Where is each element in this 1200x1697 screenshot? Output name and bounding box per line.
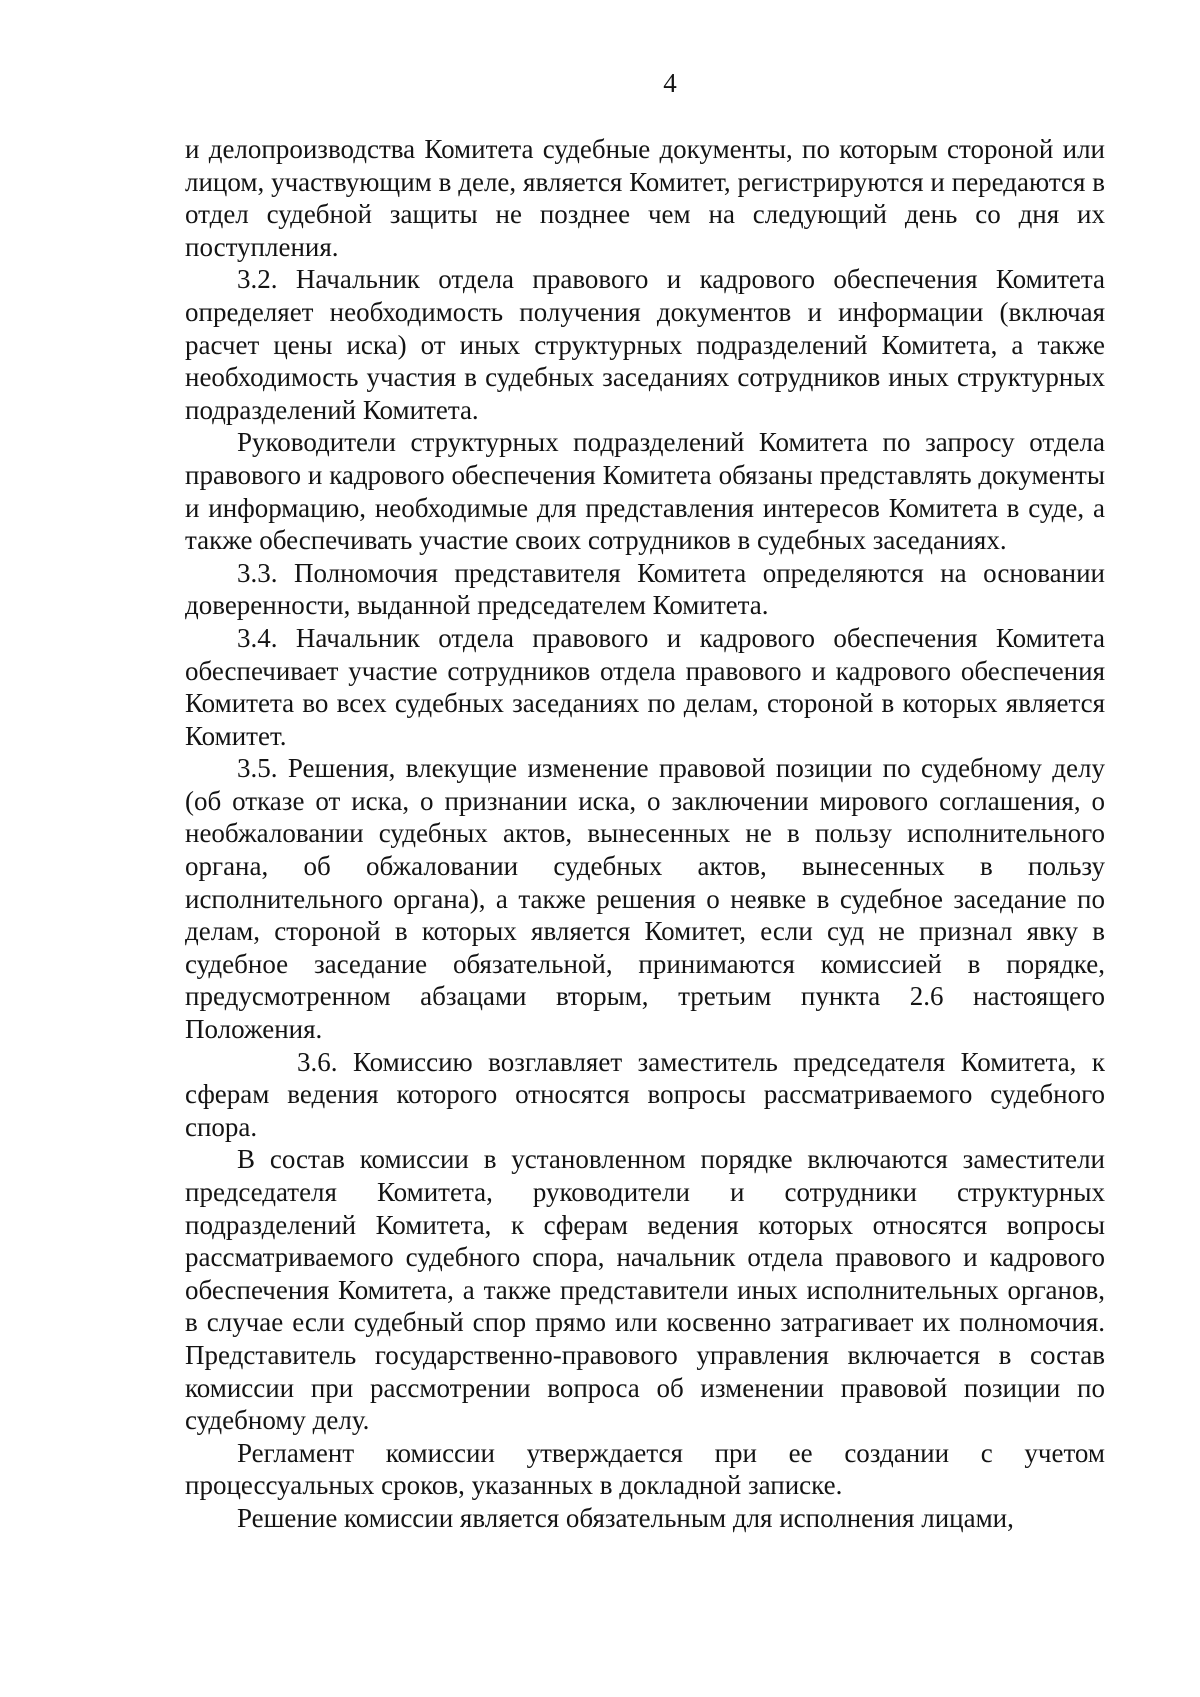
document-body xyxy=(185,133,1105,1535)
paragraph-commission-decision: Решение комиссии является обязательным для исполнения лицами, xyxy=(237,1502,1014,1533)
paragraph-3-6: 3.6. Комиссию возглавляет заместитель председателя Комитета, к сферам ведения которого относятся вопросы рассматриваемого судебного спора. xyxy=(185,1046,1105,1142)
paragraph-3-4: 3.4. Начальник отдела правового и кадрового обеспечения Комитета обеспечивает участие сотрудников отдела правового и кадрового обеспечения Комитета во всех судебных заседаниях по делам, стороной в которых является Комитет. xyxy=(185,622,1105,751)
paragraph-3-5: 3.5. Решения, влекущие изменение правовой позиции по судебному делу (об отказе от иска, о признании иска, о заключении мирового соглашения, о необжаловании судебных актов, вынесенных не в пользу исполнительного органа, об обжаловании судебных актов, вынесенных в пользу исполнительного органа), а также решения о неявке в судебное заседание по делам, стороной в которых является Комитет, если суд не признал явку в судебное заседание обязательной, принимаются комиссией в порядке, предусмотренном абзацами вторым, третьим пункта 2.6 настоящего Положения. xyxy=(185,753,1105,1045)
paragraph-continuation: и делопроизводства Комитета судебные документы, по которым стороной или лицом, участвующим в деле, является Комитет, регистрируются и передаются в отдел судебной защиты не позднее чем на следующий день со дня их поступления. xyxy=(185,134,1105,262)
paragraph-commission-members: В состав комиссии в установленном порядке включаются заместители председателя Комитета, руководители и сотрудники структурных подразделений Комитета, к сферам ведения которых относятся вопросы рассматриваемого судебного спора, начальник отдела правового и кадрового обеспечения Комитета, а также представители иных исполнительных органов, в случае если судебный спор прямо или косвенно затрагивает их полномочия. Представитель государственно-правового управления включается в состав комиссии при рассмотрении вопроса об изменении правовой позиции по судебному делу. xyxy=(185,1144,1105,1436)
paragraph-3-3: 3.3. Полномочия представителя Комитета определяются на основании доверенности, выданной председателем Комитета. xyxy=(185,557,1105,621)
page-number: 4 xyxy=(663,68,677,98)
paragraph-commission-rules: Регламент комиссии утверждается при ее создании с учетом процессуальных сроков, указанных в докладной записке. xyxy=(185,1437,1105,1501)
paragraph-3-2: 3.2. Начальник отдела правового и кадрового обеспечения Комитета определяет необходимость получения документов и информации (включая расчет цены иска) от иных структурных подразделений Комитета, а также необходимость участия в судебных заседаниях сотрудников иных структурных подразделений Комитета. xyxy=(185,264,1105,425)
paragraph-3-2-heads: Руководители структурных подразделений Комитета по запросу отдела правового и кадрового обеспечения Комитета обязаны представлять документы и информацию, необходимые для представления интересов Комитета в суде, а также обеспечивать участие своих сотрудников в судебных заседаниях. xyxy=(185,427,1105,556)
